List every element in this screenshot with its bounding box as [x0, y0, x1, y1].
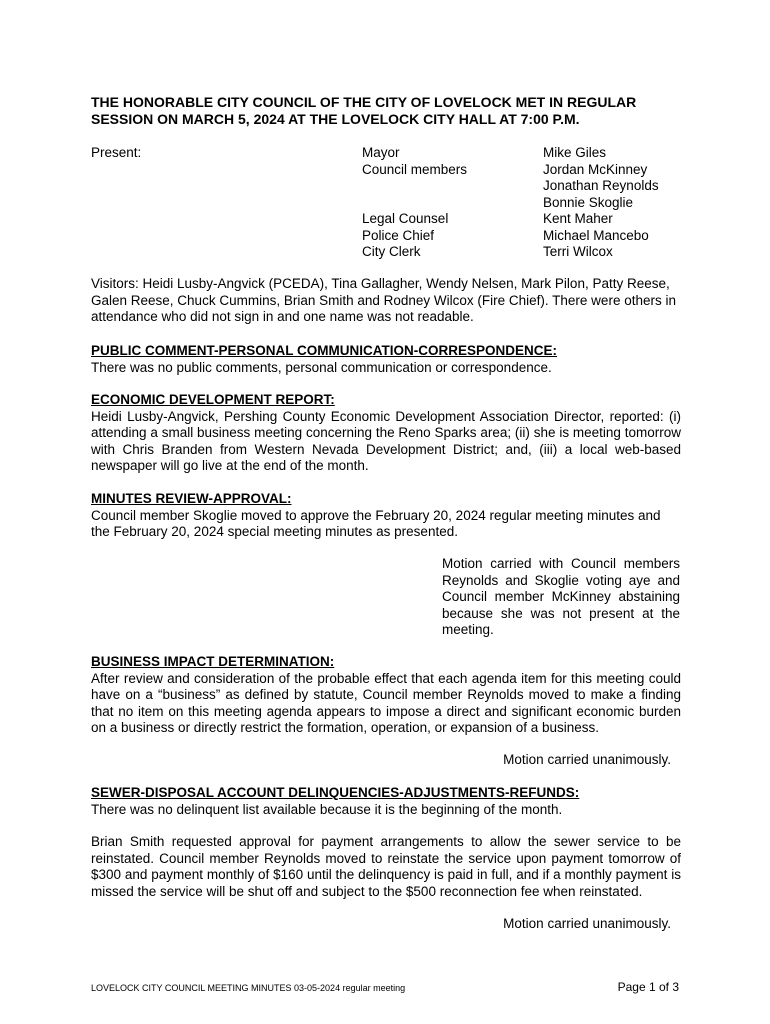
- role-item: [362, 178, 467, 195]
- sewer-heading: SEWER-DISPOSAL ACCOUNT DELINQUENCIES-ADJUSTMENTS-REFUNDS:: [91, 785, 580, 800]
- public-comment-text: There was no public comments, personal communication or correspondence.: [91, 359, 552, 375]
- minutes-text: Council member Skoglie moved to approve the February 20, 2024 regular meeting minutes and the February 20, 2024 special meeting minutes as presented.: [91, 507, 661, 539]
- business-text: After review and consideration of the probable effect that each agenda item for this meeting could have on a “business” as defined by statute, Council member Reynolds moved to make a finding that no item on this meeting agenda appears to impose a direct and significant economic burden on a business or directly restrict the formation, operation, or expansion of a business.: [91, 670, 681, 735]
- business-section: [91, 654, 681, 737]
- economic-text: Heidi Lusby-Angvick, Pershing County Economic Development Association Director, reported: (i) attending a small business meeting concerning the Reno Sparks area; (ii) she is meeting tomorrow with Chris Branden from Western Nevada Development District; and, (iii) a local web-based newspaper will go live at the end of the month.: [91, 408, 681, 473]
- footer-page-number: Page 1 of 3: [617, 980, 679, 994]
- business-motion: Motion carried unanimously.: [503, 752, 671, 767]
- attendance-roles: [362, 145, 467, 261]
- minutes-section: [91, 491, 681, 541]
- public-comment-section: [91, 343, 681, 376]
- present-label: [91, 145, 141, 162]
- economic-heading: ECONOMIC DEVELOPMENT REPORT:: [91, 392, 335, 407]
- business-heading: BUSINESS IMPACT DETERMINATION:: [91, 654, 335, 669]
- name-item: Kent Maher: [543, 211, 613, 226]
- role-item: Legal Counsel: [362, 211, 449, 226]
- economic-section: [91, 392, 681, 475]
- visitors-paragraph: Visitors: Heidi Lusby-Angvick (PCEDA), Tina Gallagher, Wendy Nelsen, Mark Pilon, Patty Reese, Galen Reese, Chuck Cummins, Brian Smith and Rodney Wilcox (Fire Chief). There were others in attendance who did not sign in and one name was not readable.: [91, 276, 676, 324]
- document-title: THE HONORABLE CITY COUNCIL OF THE CITY OF LOVELOCK MET IN REGULAR SESSION ON MARCH 5, 2024 AT THE LOVELOCK CITY HALL AT 7:00 P.M.: [91, 94, 637, 127]
- name-item: Mike Giles: [543, 145, 607, 160]
- present-label-text: Present:: [91, 145, 142, 160]
- name-item: Bonnie Skoglie: [543, 194, 634, 210]
- minutes-motion: Motion carried with Council members Reynolds and Skoglie voting aye and Council member McKinney abstaining because she was not present at the meeting.: [442, 556, 680, 637]
- role-item: Council members: [362, 161, 468, 177]
- role-item: [362, 195, 467, 212]
- footer-document-name: LOVELOCK CITY COUNCIL MEETING MINUTES 03-05-2024 regular meeting: [91, 983, 406, 993]
- attendance-names: [543, 145, 659, 261]
- sewer-request-paragraph: Brian Smith requested approval for payment arrangements to allow the sewer service to be reinstated. Council member Reynolds moved to reinstate the service upon payment tomorrow of $300 and payment monthly of $160 until the delinquency is paid in full, and if a monthly payment is missed the service will be shut off and subject to the $500 reconnection fee when reinstated.: [91, 834, 681, 899]
- sewer-text: There was no delinquent list available because it is the beginning of the month.: [91, 801, 563, 817]
- name-item: Jordan McKinney: [543, 161, 648, 177]
- sewer-section: [91, 785, 681, 818]
- name-item: Michael Mancebo: [543, 227, 649, 243]
- name-item: Jonathan Reynolds: [543, 178, 659, 193]
- role-item: Police Chief: [362, 227, 435, 243]
- role-item: City Clerk: [362, 244, 421, 259]
- public-comment-heading: PUBLIC COMMENT-PERSONAL COMMUNICATION-CORRESPONDENCE:: [91, 343, 558, 358]
- sewer-motion: Motion carried unanimously.: [503, 916, 671, 931]
- name-item: Terri Wilcox: [543, 244, 613, 259]
- role-item: Mayor: [362, 145, 400, 160]
- minutes-heading: MINUTES REVIEW-APPROVAL:: [91, 491, 292, 506]
